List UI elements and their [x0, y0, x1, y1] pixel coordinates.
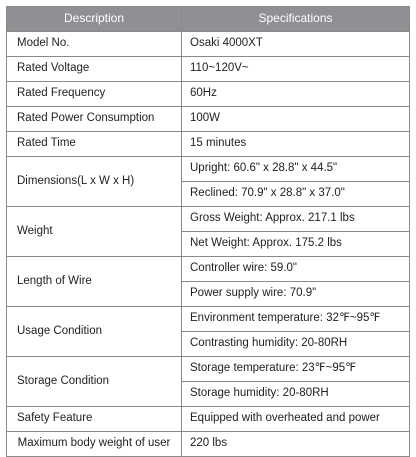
gross-weight-value: Gross Weight: Approx. 217.1 lbs: [182, 207, 410, 232]
table-row-rated-frequency: [7, 82, 410, 107]
length-of-wire-label: Length of Wire: [7, 257, 182, 307]
storage-humidity-value: Storage humidity: 20-80RH: [182, 382, 410, 407]
table-row-length-of-wire: [7, 257, 410, 282]
dimensions-reclined-value: Reclined: 70.9" x 28.8" x 37.0": [182, 182, 410, 207]
table-row-dimensions: [7, 157, 410, 182]
model-no-label: Model No.: [7, 32, 182, 57]
usage-condition-label: Usage Condition: [7, 307, 182, 357]
dimensions-upright-value: Upright: 60.6" x 28.8" x 44.5": [182, 157, 410, 182]
environment-temperature-value: Environment temperature: 32℉~95℉: [182, 307, 410, 332]
safety-feature-value: Equipped with overheated and power: [182, 407, 410, 432]
max-body-weight-label: Maximum body weight of user: [7, 432, 182, 457]
controller-wire-value: Controller wire: 59.0": [182, 257, 410, 282]
table-row-usage-condition: [7, 307, 410, 332]
table-row-rated-time: [7, 132, 410, 157]
specifications-header: Specifications: [182, 7, 410, 32]
table-row-rated-power: [7, 107, 410, 132]
specifications-table: [6, 6, 410, 457]
table-row-rated-voltage: [7, 57, 410, 82]
description-header: Description: [7, 7, 182, 32]
table-row-max-body-weight: [7, 432, 410, 457]
rated-time-value: 15 minutes: [182, 132, 410, 157]
rated-time-label: Rated Time: [7, 132, 182, 157]
rated-power-value: 100W: [182, 107, 410, 132]
model-no-value: Osaki 4000XT: [182, 32, 410, 57]
rated-voltage-label: Rated Voltage: [7, 57, 182, 82]
storage-temperature-value: Storage temperature: 23℉~95℉: [182, 357, 410, 382]
storage-condition-label: Storage Condition: [7, 357, 182, 407]
dimensions-label: Dimensions(L x W x H): [7, 157, 182, 207]
net-weight-value: Net Weight: Approx. 175.2 lbs: [182, 232, 410, 257]
table-row-weight: [7, 207, 410, 232]
power-supply-wire-value: Power supply wire: 70.9": [182, 282, 410, 307]
rated-voltage-value: 110~120V~: [182, 57, 410, 82]
max-body-weight-value: 220 lbs: [182, 432, 410, 457]
weight-label: Weight: [7, 207, 182, 257]
table-row-storage-condition: [7, 357, 410, 382]
rated-frequency-value: 60Hz: [182, 82, 410, 107]
rated-frequency-label: Rated Frequency: [7, 82, 182, 107]
safety-feature-label: Safety Feature: [7, 407, 182, 432]
rated-power-label: Rated Power Consumption: [7, 107, 182, 132]
table-row-safety-feature: [7, 407, 410, 432]
contrasting-humidity-value: Contrasting humidity: 20-80RH: [182, 332, 410, 357]
table-row-model-no: [7, 32, 410, 57]
table-header-row: [7, 7, 410, 32]
